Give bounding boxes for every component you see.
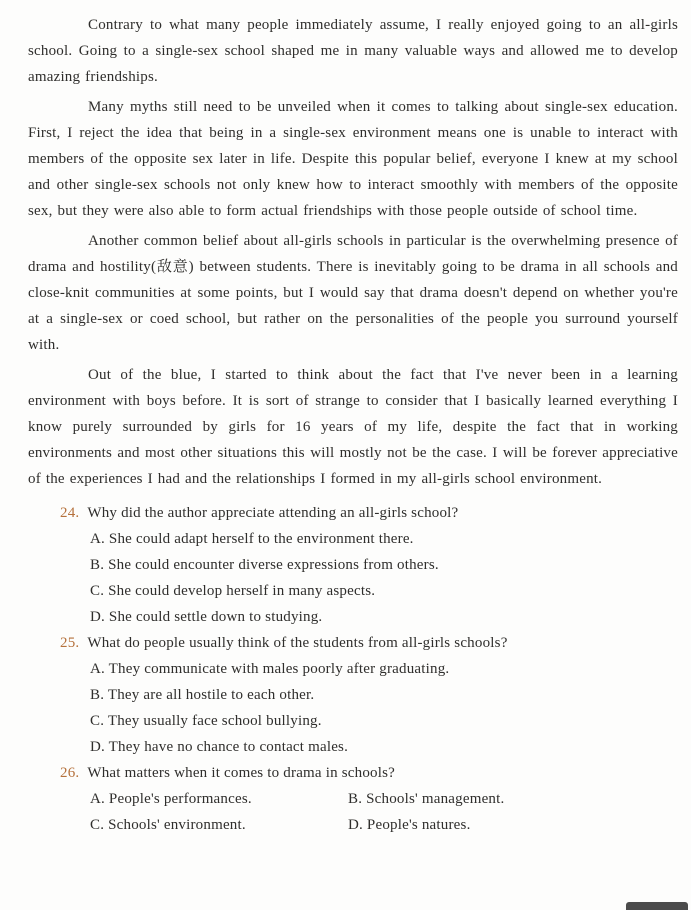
question-26 (28, 760, 678, 838)
questions-section (28, 500, 678, 838)
question-option-b: B. Schools' management. (348, 791, 505, 807)
question-option-b: B. She could encounter diverse expressions from others. (90, 557, 439, 573)
question-option-c: C. She could develop herself in many aspects. (90, 583, 376, 599)
question-text: What do people usually think of the students from all-girls schools? (87, 635, 508, 651)
question-stem (28, 500, 678, 526)
question-text: What matters when it comes to drama in schools? (87, 765, 396, 781)
passage-paragraph-1: Contrary to what many people immediately assume, I really enjoyed going to an all-girls school. Going to a single-sex school shaped me in many valuable ways and allowed me to develop amazing friendships. (28, 17, 678, 85)
question-option-a: A. She could adapt herself to the environment there. (90, 531, 414, 547)
question-option-c: C. Schools' environment. (90, 817, 246, 833)
question-option-a: A. They communicate with males poorly after graduating. (90, 661, 450, 677)
question-options-two-column (28, 786, 678, 838)
question-option-b: B. They are all hostile to each other. (90, 687, 315, 703)
question-text: Why did the author appreciate attending an all-girls school? (87, 505, 459, 521)
question-option-d: D. They have no chance to contact males. (90, 739, 349, 755)
question-stem (28, 760, 678, 786)
question-25 (28, 630, 678, 760)
passage-paragraph-3: Another common belief about all-girls schools in particular is the overwhelming presence of drama and hostility(敌意) between students. There is inevitably going to be drama in all schools and close-knit communities at some points, but I would say that drama doesn't depend on whether you're at a single-sex or coed school, but rather on the personalities of the people you surround yourself with. (28, 233, 678, 353)
question-number: 24. (60, 505, 80, 521)
question-option-d: D. People's natures. (348, 817, 471, 833)
question-24 (28, 500, 678, 630)
scan-artifact (626, 902, 688, 910)
question-option-a: A. People's performances. (90, 791, 252, 807)
question-stem (28, 630, 678, 656)
question-number: 26. (60, 765, 80, 781)
question-number: 25. (60, 635, 80, 651)
passage-paragraph-4: Out of the blue, I started to think about the fact that I've never been in a learning environment with boys before. It is sort of strange to consider that I basically learned everything I know purely surrounded by girls for 16 years of my life, despite the fact that in working environments and most other situations this will mostly not be the case. I will be forever appreciative of the experiences I had and the relationships I formed in my all-girls school environment. (28, 367, 678, 487)
question-option-d: D. She could settle down to studying. (90, 609, 323, 625)
question-option-c: C. They usually face school bullying. (90, 713, 322, 729)
passage-paragraph-2: Many myths still need to be unveiled when it comes to talking about single-sex education. First, I reject the idea that being in a single-sex environment means one is unable to interact with members of the opposite sex later in life. Despite this popular belief, everyone I knew at my school and other single-sex schools not only knew how to interact smoothly with members of the opposite sex, but they were also able to form actual friendships with those people outside of school time. (28, 99, 678, 219)
